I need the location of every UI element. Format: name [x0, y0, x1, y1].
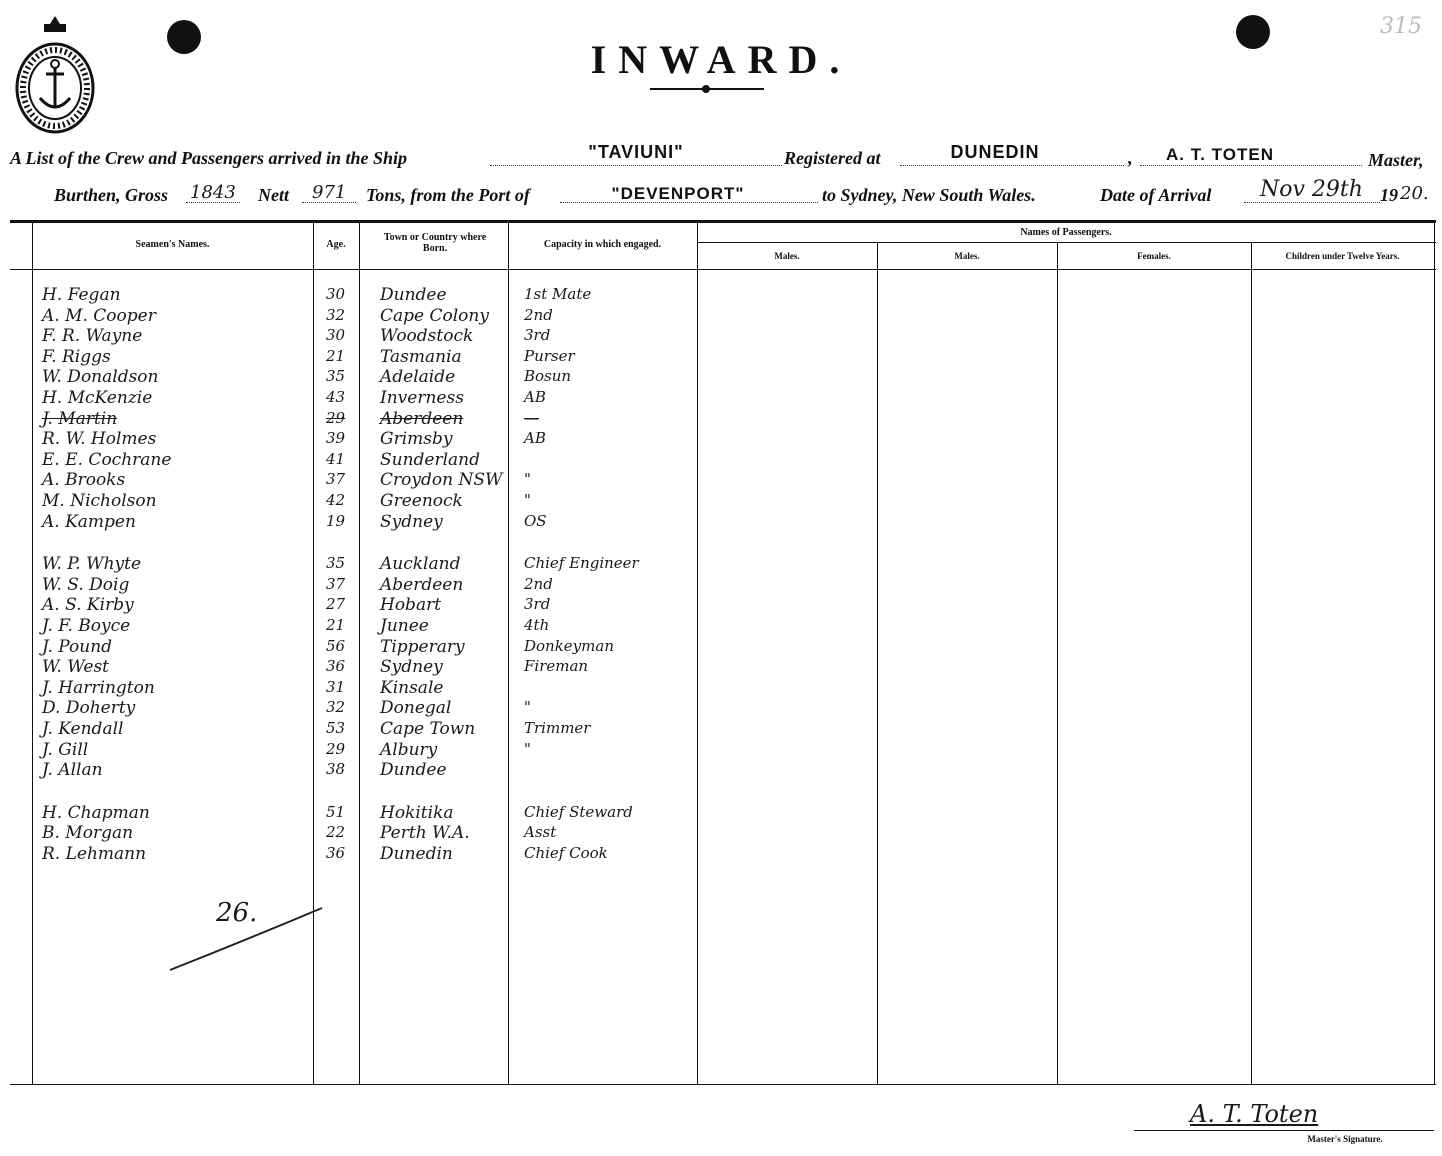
crew-age: 43 — [326, 388, 346, 406]
crew-row — [0, 637, 700, 657]
crew-birthplace: Hokitika — [380, 802, 454, 823]
crew-name: J. Allan — [42, 760, 103, 781]
crew-name: A. Brooks — [42, 470, 126, 491]
crew-birthplace: Donegal — [380, 698, 452, 719]
crew-birthplace: Woodstock — [380, 326, 474, 347]
crew-capacity: Asst — [524, 823, 557, 842]
crew-name: J. Gill — [42, 739, 89, 760]
crew-name: W. Donaldson — [42, 367, 159, 388]
crew-row — [0, 678, 700, 698]
crew-age: 19 — [326, 511, 346, 530]
crew-birthplace: Aberdeen — [380, 408, 464, 429]
header-passengers: Names of Passengers. — [1020, 227, 1112, 238]
crew-age: 37 — [326, 470, 346, 489]
crew-row — [0, 388, 700, 408]
crew-row — [0, 575, 700, 595]
crew-row — [0, 803, 700, 823]
col-divider-7 — [1057, 243, 1058, 1084]
crew-row — [0, 306, 700, 326]
crew-birthplace: Junee — [380, 616, 429, 636]
crew-birthplace: Dunedin — [380, 844, 453, 864]
crew-age: 36 — [326, 657, 346, 676]
crew-birthplace: Sunderland — [380, 449, 481, 470]
crew-capacity: 4th — [524, 616, 550, 634]
crew-name: W. P. Whyte — [42, 554, 142, 575]
crew-name: B. Morgan — [42, 823, 134, 844]
header-seamen-names: Seamen's Names. — [135, 239, 210, 250]
crew-name: J. Kendall — [42, 719, 124, 739]
crew-age: 38 — [326, 760, 346, 779]
crew-name: R. W. Holmes — [42, 429, 157, 450]
crew-birthplace: Aberdeen — [380, 574, 464, 595]
crew-age: 31 — [326, 677, 346, 696]
crew-capacity: " — [524, 739, 531, 758]
crew-row — [0, 450, 700, 470]
crew-capacity: AB — [524, 429, 546, 448]
crew-birthplace: Tipperary — [380, 636, 465, 657]
crew-capacity: 2nd — [524, 574, 553, 593]
crew-name: M. Nicholson — [42, 491, 157, 511]
header-children: Children under Twelve Years. — [1285, 251, 1400, 261]
crew-birthplace: Grimsby — [380, 429, 453, 450]
crew-row — [0, 409, 700, 429]
year-suffix: 20. — [1400, 183, 1429, 204]
registered-port: DUNEDIN — [950, 142, 1040, 162]
crew-name: J. Harrington — [42, 677, 155, 698]
crew-birthplace: Cape Town — [380, 719, 476, 739]
crew-name: A. S. Kirby — [42, 595, 134, 616]
crew-capacity: 1st Mate — [524, 285, 592, 303]
arrival-label: Date of Arrival — [1100, 185, 1212, 205]
crew-row — [0, 554, 700, 574]
header-females: Females. — [1137, 251, 1171, 261]
year-prefix: 19 — [1380, 185, 1398, 205]
crew-name: W. West — [42, 657, 110, 678]
crew-name: H. Chapman — [42, 802, 150, 823]
crew-name: D. Doherty — [42, 698, 136, 719]
crew-age: 32 — [326, 698, 346, 717]
crew-birthplace: Dundee — [380, 760, 447, 781]
crew-birthplace: Dundee — [380, 285, 447, 305]
crew-birthplace: Hobart — [380, 595, 442, 616]
gross-tons: 1843 — [190, 182, 236, 203]
crew-name: H. McKenzie — [42, 388, 153, 408]
corner-number: 315 — [1380, 14, 1422, 39]
crew-birthplace: Inverness — [380, 388, 464, 408]
crew-row — [0, 698, 700, 718]
crew-row — [0, 719, 700, 739]
arrival-date: Nov 29th — [1260, 177, 1363, 202]
master-fill-line — [1140, 165, 1362, 166]
list-prefix: A List of the Crew and Passengers arrived in the Ship — [10, 148, 408, 168]
crew-row — [0, 367, 700, 387]
crew-age: 56 — [326, 636, 346, 655]
crew-row — [0, 616, 700, 636]
crew-capacity: 2nd — [524, 305, 553, 324]
crew-name: F. R. Wayne — [42, 326, 143, 347]
comma-mark: , — [1128, 148, 1133, 169]
crew-capacity: 3rd — [524, 595, 551, 614]
crew-birthplace: Perth W.A. — [380, 823, 470, 844]
nett-label: Nett — [258, 185, 289, 205]
title-ornament — [650, 88, 764, 94]
crew-row — [0, 740, 700, 760]
crew-capacity: AB — [524, 388, 546, 406]
header-capacity: Capacity in which engaged. — [543, 239, 662, 250]
ship-name: "TAVIUNI" — [588, 142, 684, 162]
crew-row — [0, 512, 700, 532]
master-signature: A. T. Toten — [1190, 1100, 1319, 1128]
crew-age: 36 — [326, 844, 346, 862]
tons-label: Tons, from the Port of — [366, 185, 530, 205]
col-divider-8 — [1251, 243, 1252, 1084]
crew-row — [0, 326, 700, 346]
burthen-label: Burthen, Gross — [54, 185, 169, 205]
crew-name: A. Kampen — [42, 511, 136, 532]
crew-birthplace: Greenock — [380, 491, 463, 511]
crew-row — [0, 347, 700, 367]
port-from: "DEVENPORT" — [611, 184, 745, 203]
crew-capacity: Bosun — [524, 367, 572, 386]
crew-name: E. E. Cochrane — [42, 449, 172, 470]
crew-birthplace: Croydon NSW — [380, 470, 503, 491]
crew-age: 35 — [326, 554, 346, 573]
crew-name: J. F. Boyce — [42, 616, 131, 636]
crew-row — [0, 470, 700, 490]
crew-name: J. Pound — [42, 636, 113, 657]
page-title: INWARD. — [590, 37, 852, 82]
ship-fill-line — [490, 165, 782, 166]
crew-name: A. M. Cooper — [42, 305, 156, 326]
crew-capacity: Chief Steward — [524, 802, 633, 821]
crew-age: 39 — [326, 429, 346, 448]
crew-capacity: Chief Engineer — [524, 554, 639, 573]
crew-row — [0, 823, 700, 843]
crew-capacity: " — [524, 470, 531, 489]
crew-birthplace: Kinsale — [380, 677, 444, 698]
table-bottom-rule — [10, 1084, 1436, 1085]
master-name: A. T. TOTEN — [1166, 145, 1274, 164]
arrival-fill-line — [1244, 202, 1380, 203]
crew-birthplace: Tasmania — [380, 346, 462, 367]
crew-row — [0, 844, 700, 864]
nett-tons: 971 — [312, 182, 347, 203]
crew-capacity: " — [524, 491, 531, 509]
crew-birthplace: Cape Colony — [380, 305, 489, 326]
crew-row — [0, 491, 700, 511]
crew-name: F. Riggs — [42, 346, 111, 367]
header-males-2: Males. — [954, 251, 980, 261]
col-divider-9 — [1434, 222, 1435, 1084]
to-sydney-label: to Sydney, New South Wales. — [822, 185, 1036, 205]
crew-capacity: Donkeyman — [524, 636, 614, 655]
crew-age: 22 — [326, 823, 346, 842]
crew-age: 37 — [326, 574, 346, 593]
crew-capacity: Chief Cook — [524, 844, 608, 862]
header-age: Age. — [326, 239, 346, 250]
crew-age: 30 — [326, 326, 346, 345]
header-bottom-rule — [10, 269, 1436, 270]
passenger-subheader-rule — [698, 242, 1436, 243]
crew-capacity: Purser — [524, 346, 575, 365]
crew-age: 21 — [326, 346, 346, 365]
col-divider-6 — [877, 243, 878, 1084]
crew-row — [0, 760, 700, 780]
total-count: 26. — [216, 898, 258, 928]
tally-stroke — [166, 904, 326, 974]
crew-birthplace: Albury — [380, 739, 438, 760]
master-label: Master, — [1368, 150, 1424, 170]
crew-row — [0, 429, 700, 449]
crew-capacity: 3rd — [524, 326, 551, 345]
crew-capacity: OS — [524, 511, 547, 530]
crew-age: 27 — [326, 595, 346, 614]
signature-label: Master's Signature. — [1307, 1134, 1383, 1144]
crew-name: H. Fegan — [42, 285, 121, 305]
crew-age: 51 — [326, 802, 346, 821]
crew-age: 30 — [326, 285, 346, 303]
crew-name: R. Lehmann — [42, 844, 147, 864]
crew-age: 53 — [326, 719, 346, 737]
crew-age: 42 — [326, 491, 346, 509]
crew-row — [0, 285, 700, 305]
crew-birthplace: Sydney — [380, 511, 443, 532]
crew-age: 21 — [326, 616, 346, 634]
crew-capacity: " — [524, 698, 531, 717]
crew-birthplace: Adelaide — [380, 367, 456, 388]
crew-name: J. Martin — [42, 408, 118, 429]
crew-row — [0, 657, 700, 677]
crew-capacity: Trimmer — [524, 719, 591, 737]
table-top-rule — [10, 220, 1436, 223]
registered-label: Registered at — [784, 148, 881, 168]
crew-birthplace: Sydney — [380, 657, 443, 678]
crew-birthplace: Auckland — [380, 554, 461, 575]
header-males-1: Males. — [774, 251, 800, 261]
crew-age: 32 — [326, 305, 346, 324]
crew-capacity: Fireman — [524, 657, 589, 676]
crew-age: 35 — [326, 367, 346, 386]
crew-row — [0, 595, 700, 615]
crew-name: W. S. Doig — [42, 574, 130, 595]
registered-fill-line — [900, 165, 1124, 166]
crew-age: 41 — [326, 449, 346, 468]
crew-capacity: — — [524, 408, 539, 427]
crew-age: 29 — [326, 408, 346, 427]
signature-line — [1134, 1130, 1434, 1131]
crew-age: 29 — [326, 739, 346, 758]
header-town: Town or Country where Born. — [383, 232, 487, 254]
